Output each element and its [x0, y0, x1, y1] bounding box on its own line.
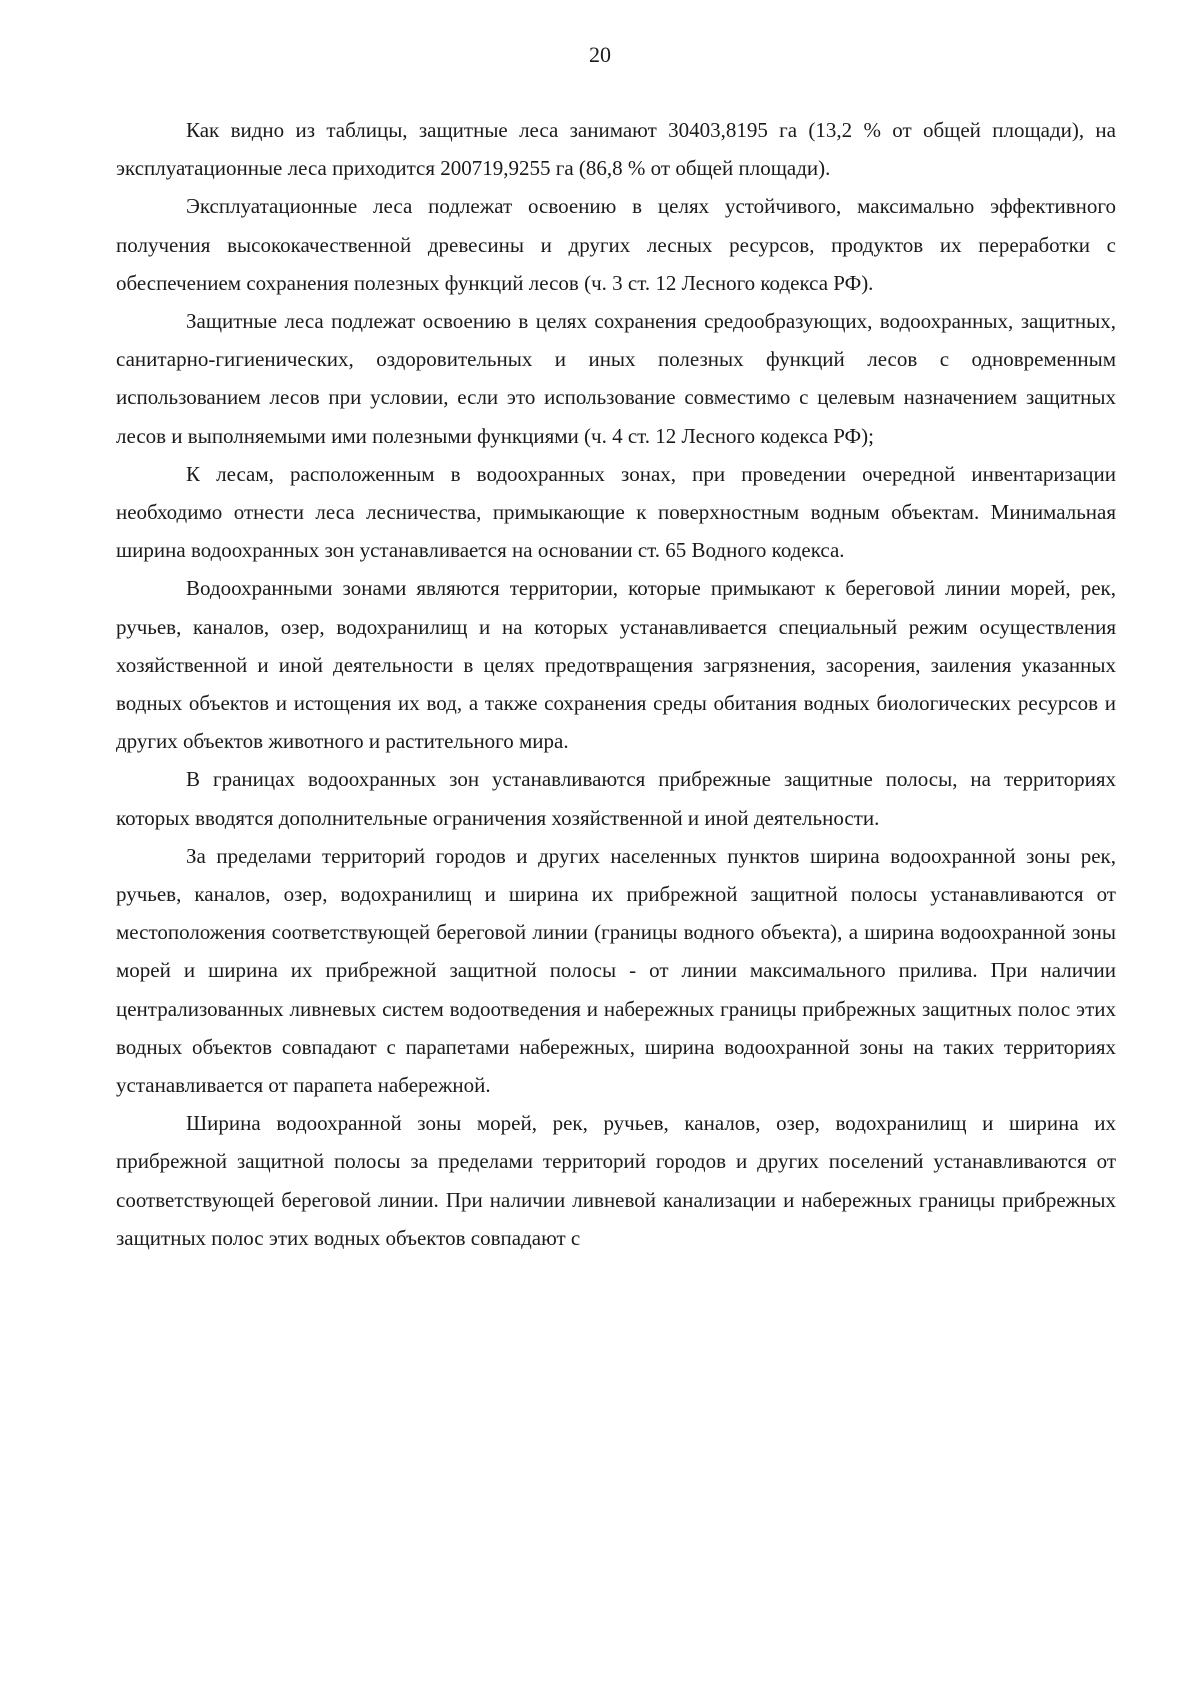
- paragraph-zone-width-settlements: Ширина водоохранной зоны морей, рек, ручьев, каналов, озер, водохранилищ и ширина их прибрежной защитной полосы за пределами территорий городов и других поселений устанавливаются от соответствующей береговой линии. При наличии ливневой канализации и набережных границы прибрежных защитных полос этих водных объектов совпадают с: [116, 1111, 1116, 1250]
- paragraph-coastal-strips: В границах водоохранных зон устанавливаются прибрежные защитные полосы, на территориях которых вводятся дополнительные ограничения хозяйственной и иной деятельности.: [116, 767, 1116, 830]
- paragraph-protective-forests: Защитные леса подлежат освоению в целях сохранения средообразующих, водоохранных, защитных, санитарно-гигиенических, оздоровительных и иных полезных функций лесов с одновременным использованием лесов при условии, если это использование совместимо с целевым назначением защитных лесов и выполняемыми ими полезными функциями (ч. 4 ст. 12 Лесного кодекса РФ);: [116, 309, 1116, 448]
- paragraph-water-protection-zones: Водоохранными зонами являются территории, которые примыкают к береговой линии морей, рек, ручьев, каналов, озер, водохранилищ и на которых устанавливается специальный режим осуществления хозяйственной и иной деятельности в целях предотвращения загрязнения, засорения, заиления указанных водных объектов и истощения их вод, а также сохранения среды обитания водных биологических ресурсов и других объектов животного и растительного мира.: [116, 576, 1116, 754]
- body-text: [116, 111, 1116, 1257]
- paragraph-zone-width-outside-cities: За пределами территорий городов и других населенных пунктов ширина водоохранной зоны рек, ручьев, каналов, озер, водохранилищ и ширина их прибрежной защитной полосы устанавливаются от местоположения соответствующей береговой линии (границы водного объекта), а ширина водоохранной зоны морей и ширина их прибрежной защитной полосы - от линии максимального прилива. При наличии централизованных ливневых систем водоотведения и набережных границы прибрежных защитных полос этих водных объектов совпадают с парапетами набережных, ширина водоохранной зоны на таких территориях устанавливается от парапета набережной.: [116, 843, 1116, 1098]
- paragraph-water-protection-forests: К лесам, расположенным в водоохранных зонах, при проведении очередной инвентаризации необходимо отнести леса лесничества, примыкающие к поверхностным водным объектам. Минимальная ширина водоохранных зон устанавливается на основании ст. 65 Водного кодекса.: [116, 461, 1116, 563]
- page-number: 20: [589, 42, 611, 67]
- paragraph-forest-areas: Как видно из таблицы, защитные леса занимают 30403,8195 га (13,2 % от общей площади), на эксплуатационные леса приходится 200719,9255 га (86,8 % от общей площади).: [116, 118, 1116, 181]
- paragraph-exploitation-forests: Эксплуатационные леса подлежат освоению в целях устойчивого, максимально эффективного получения высококачественной древесины и других лесных ресурсов, продуктов их переработки с обеспечением сохранения полезных функций лесов (ч. 3 ст. 12 Лесного кодекса РФ).: [116, 194, 1116, 295]
